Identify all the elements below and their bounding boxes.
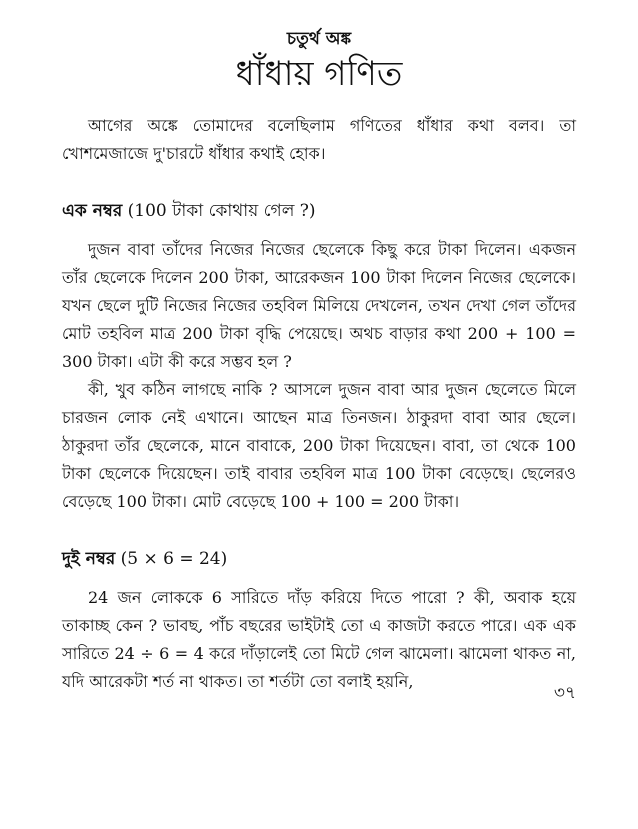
section-heading — [62, 198, 576, 224]
section-subtitle: (100 টাকা কোথায় গেল ?) — [127, 201, 316, 221]
page-number: ৩৭ — [553, 683, 576, 703]
chapter-label: চতুর্থ অঙ্ক — [286, 29, 352, 49]
section-heading — [62, 546, 576, 572]
section-one — [62, 198, 576, 516]
section-number-label: দুই নম্বর — [62, 549, 116, 569]
intro-paragraph: আগের অঙ্কে তোমাদের বলেছিলাম গণিতের ধাঁধার কথা বলব। তা খোশমেজাজে দু'চারটে ধাঁধার কথাই হোক। — [62, 116, 576, 163]
chapter-title: ধাঁধায় গণিত — [235, 54, 403, 94]
section-paragraph: দুজন বাবা তাঁদের নিজের নিজের ছেলেকে কিছু করে টাকা দিলেন। একজন তাঁর ছেলেকে দিলেন 200 টাকা, আরেকজন 100 টাকা দিলেন নিজের ছেলেকে। যখন ছেলে দুটি নিজের নিজের তহবিল মিলিয়ে দেখলেন, তখন দেখা গেল তাঁদের মোট তহবিল মাত্র 200 টাকা বৃদ্ধি পেয়েছে। অথচ বাড়ার কথা 200 + 100 = 300 টাকা। এটা কী করে সম্ভব হল ? — [62, 240, 576, 371]
section-paragraph: 24 জন লোককে 6 সারিতে দাঁড় করিয়ে দিতে পারো ? কী, অবাক হয়ে তাকাচ্ছ কেন ? ভাবছ, পাঁচ বছরের ভাইটাই তো এ কাজটা করতে পারে। এক এক সারিতে 24 ÷ 6 = 4 করে দাঁড়ালেই তো মিটে গেল ঝামেলা। ঝামেলা থাকত না, যদি আরেকটা শর্ত না থাকত। তা শর্তটা তো বলাই হয়নি, — [62, 588, 576, 691]
section-subtitle: (5 × 6 = 24) — [120, 549, 228, 569]
section-paragraph: কী, খুব কঠিন লাগছে নাকি ? আসলে দুজন বাবা আর দুজন ছেলেতে মিলে চারজন লোক নেই এখানে। আছেন মাত্র তিনজন। ঠাকুরদা বাবা আর ছেলে। ঠাকুরদা তাঁর ছেলেকে, মানে বাবাকে, 200 টাকা দিয়েছেন। বাবা, তা থেকে 100 টাকা ছেলেকে দিয়েছেন। তাই বাবার তহবিল মাত্র 100 টাকা বেড়েছে। ছেলেরও বেড়েছে 100 টাকা। মোট বেড়েছে 100 + 100 = 200 টাকা। — [62, 380, 576, 511]
section-number-label: এক নম্বর — [62, 201, 123, 221]
section-two — [62, 546, 576, 696]
